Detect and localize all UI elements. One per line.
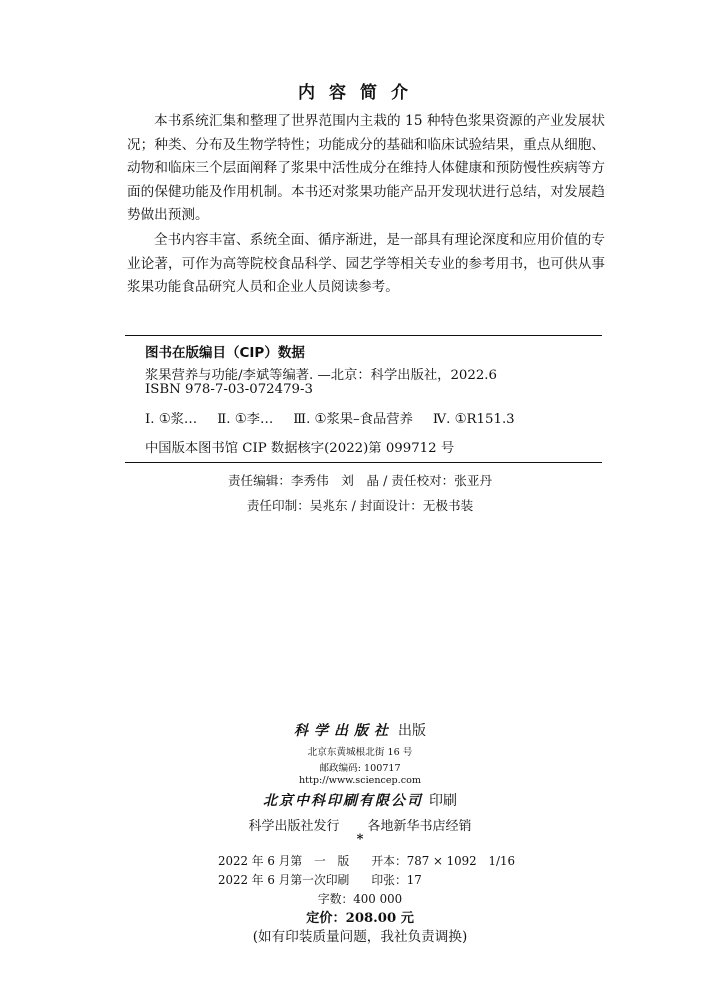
edition: 2022 年 6 月第 一 版: [218, 854, 350, 868]
cip-class-3: Ⅲ. ①浆果–食品营养: [293, 412, 413, 427]
format: 开本：787 × 1092 1/16: [371, 854, 515, 868]
summary-paragraph-1: 本书系统汇集和整理了世界范围内主栽的 15 种特色浆果资源的产业发展状况；种类、分布及生物学特性；功能成分的基础和临床试验结果，重点从细胞、动物和临床三个层面阐释了浆果中活性成分在维持人体健康和预防慢性疾病等方面的保健功能及作用机制。本书还对浆果功能产品开发现状进行总结，对发展趋势做出预测。: [127, 113, 605, 224]
summary-paragraph-2: 全书内容丰富、系统全面、循序渐进，是一部具有理论深度和应用价值的专业论著，可作为高等院校食品科学、园艺学等相关专业的参考用书，也可供从事浆果功能食品研究人员和企业人员阅读参考。: [127, 232, 605, 296]
printer-line: [0, 790, 720, 810]
separator-star: *: [356, 832, 364, 847]
printing-line: [218, 871, 422, 888]
publisher-postcode: 邮政编码: 100717: [319, 763, 401, 774]
publisher-name: 科学出版社: [294, 723, 394, 739]
cip-number: 中国版本图书馆 CIP 数据核字(2022)第 099712 号: [145, 441, 455, 456]
editors-line-2: 责任印制：吴兆东 / 封面设计：无极书装: [246, 498, 474, 513]
cip-top-rule: [125, 335, 602, 336]
cip-class-4: Ⅳ. ①R151.3: [432, 412, 515, 427]
sheets: 印张：17: [371, 873, 422, 887]
printer-name: 北京中科印刷有限公司: [263, 793, 423, 809]
printing: 2022 年 6 月第一次印刷: [218, 873, 350, 887]
price: 定价：208.00 元: [306, 911, 414, 926]
cip-class-1: Ⅰ. ①浆…: [145, 412, 198, 427]
cip-bottom-rule: [125, 462, 602, 463]
cip-record: 浆果营养与功能/李斌等编著. —北京：科学出版社，2022.6: [145, 368, 497, 383]
distributor: 科学出版社发行: [248, 819, 340, 834]
publisher-url: http://www.sciencep.com: [299, 775, 421, 786]
publisher-suffix: 出版: [398, 723, 426, 739]
editors-line-1: 责任编辑：李秀伟 刘 晶 / 责任校对：张亚丹: [227, 473, 493, 488]
printer-suffix: 印刷: [429, 793, 457, 809]
publisher-address: 北京东黄城根北街 16 号: [307, 747, 413, 758]
cip-class-2: Ⅱ. ①李…: [217, 412, 274, 427]
word-count: 字数：400 000: [317, 892, 403, 906]
edition-line: [218, 852, 515, 869]
summary-title: 内容简介: [298, 83, 422, 103]
cip-heading: 图书在版编目（CIP）数据: [145, 345, 305, 361]
cip-classification: [145, 408, 535, 427]
publisher-line: [0, 720, 720, 740]
cip-isbn: ISBN 978-7-03-072479-3: [145, 382, 313, 397]
retailer: 各地新华书店经销: [367, 819, 472, 834]
quality-note: (如有印装质量问题，我社负责调换): [252, 929, 468, 945]
